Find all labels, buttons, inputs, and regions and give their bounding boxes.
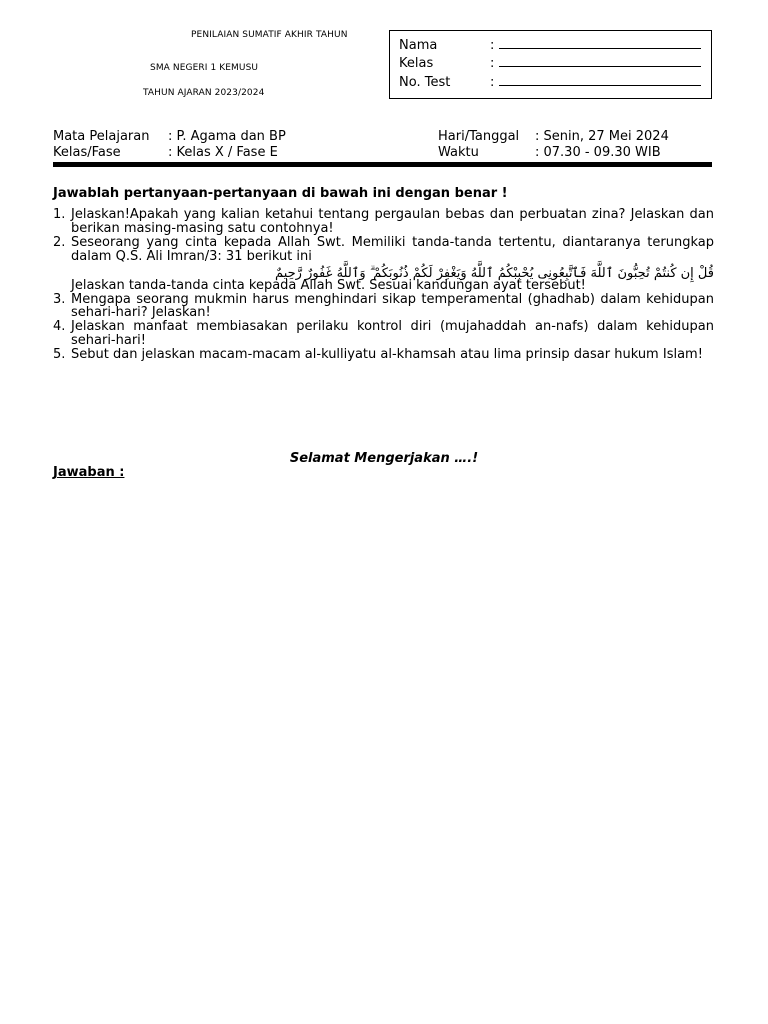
name-label: Nama [399, 38, 438, 53]
class-phase-label: Kelas/Fase [53, 145, 121, 160]
test-colon: : [490, 75, 495, 90]
question-text: Jelaskan manfaat membiasakan perilaku kontrol diri (mujahaddah an-nafs) dalam kehidupan sehari-hari! [71, 319, 714, 349]
header-divider [53, 162, 712, 167]
name-field[interactable] [499, 37, 701, 49]
question-3 [53, 293, 714, 321]
question-text: Seseorang yang cinta kepada Allah Swt. Memiliki tanda-tanda tertentu, diantaranya terungkap dalam Q.S. Ali Imran/3: 31 berikut ini [71, 234, 714, 264]
question-number: 4. [53, 319, 66, 335]
name-row [399, 37, 701, 53]
school-name: SMA NEGERI 1 KEMUSU [150, 63, 259, 73]
subject-label: Mata Pelajaran [53, 129, 150, 144]
time-row [438, 145, 661, 160]
question-5 [53, 348, 714, 362]
test-number-label: No. Test [399, 75, 451, 90]
subject-row [53, 129, 286, 144]
closing-message: Selamat Mengerjakan ….! [289, 451, 479, 466]
test-number-field[interactable] [499, 74, 701, 86]
question-text: Jelaskan!Apakah yang kalian ketahui tentang pergaulan bebas dan perbuatan zina? Jelaskan dan berikan masing-masing satu contohnya! [71, 207, 714, 236]
question-list [53, 208, 714, 362]
question-text: Sebut dan jelaskan macam-macam al-kulliyatu al-khamsah atau lima prinsip dasar hukum Islam! [71, 347, 703, 363]
quran-verse: قُلْ إِن كُنتُمْ تُحِبُّونَ ٱللَّهَ فَٱتَّبِعُونِى يُحْبِبْكُمُ ٱللَّهُ وَيَغْفِرْ لَكُمْ ذُنُوبَكُمْ ۗ وَٱللَّهُ غَفُورٌ رَّحِيمٌ [275, 265, 714, 281]
question-follow-up: Jelaskan tanda-tanda cinta kepada Allah Swt. Sesuai kandungan ayat tersebut! [71, 277, 586, 293]
day-value: : Senin, 27 Mei 2024 [535, 129, 669, 144]
name-colon: : [490, 38, 495, 53]
question-number: 2. [53, 234, 66, 250]
question-number: 1. [53, 207, 66, 222]
identity-box [389, 30, 712, 99]
question-number: 3. [53, 291, 66, 307]
subject-value: : P. Agama dan BP [168, 129, 286, 144]
exam-title: PENILAIAN SUMATIF AKHIR TAHUN [191, 30, 348, 40]
question-number: 5. [53, 347, 66, 363]
question-text: Mengapa seorang mukmin harus menghindari sikap temperamental (ghadhab) dalam kehidupan sehari-hari? Jelaskan! [71, 291, 714, 321]
time-value: : 07.30 - 09.30 WIB [535, 145, 661, 160]
class-row [399, 55, 701, 71]
time-label: Waktu [438, 145, 479, 160]
class-phase-value: : Kelas X / Fase E [168, 145, 278, 160]
class-label: Kelas [399, 56, 434, 71]
question-4 [53, 320, 714, 348]
academic-year: TAHUN AJARAN 2023/2024 [143, 88, 265, 98]
question-2 [53, 236, 714, 293]
question-1 [53, 208, 714, 236]
class-colon: : [490, 56, 495, 71]
class-field[interactable] [499, 55, 701, 67]
class-phase-row [53, 145, 278, 160]
day-row [438, 129, 669, 144]
answer-label: Jawaban : [53, 465, 125, 480]
day-label: Hari/Tanggal [438, 129, 520, 144]
test-row [399, 74, 701, 90]
instruction: Jawablah pertanyaan-pertanyaan di bawah ini dengan benar ! [53, 186, 508, 201]
